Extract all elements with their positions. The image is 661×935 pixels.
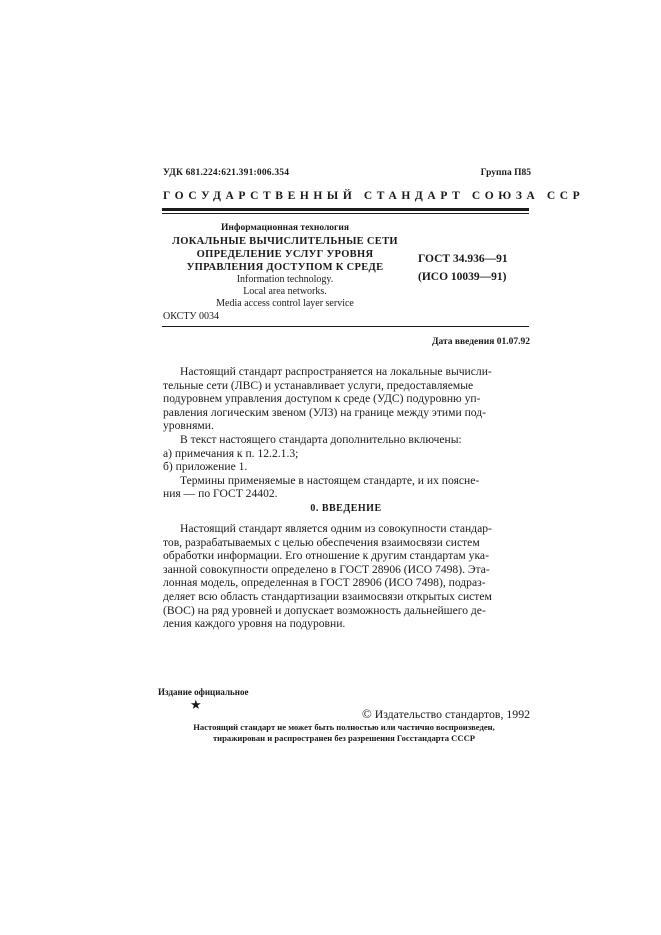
text-line: равления логическим звеном (УЛЗ) на границе между этими под- bbox=[163, 405, 487, 419]
text-line: тельные сети (ЛВС) и устанавливает услуги, предоставляемые bbox=[163, 378, 474, 392]
copyright-icon: © bbox=[361, 706, 372, 721]
text-line: ления каждого уровня на подуровни. bbox=[163, 617, 346, 631]
text-line: (ВОС) на ряд уровней и допускает возможность дальнейшего де- bbox=[163, 603, 486, 617]
english-title-line: Local area networks. bbox=[243, 286, 327, 297]
text-line: лонная модель, определенная в ГОСТ 28906 (ИСО 7498), подраз- bbox=[163, 576, 486, 590]
scope-section bbox=[163, 365, 529, 501]
text-line: обработки информации. Его отношение к другим стандартам ука- bbox=[163, 549, 489, 563]
text-line: подуровнем управления доступом к среде (УДС) подуровню уп- bbox=[163, 392, 481, 406]
reproduction-notice bbox=[158, 722, 530, 744]
separator-rule bbox=[162, 326, 529, 327]
title-line: ЛОКАЛЬНЫЕ ВЫЧИСЛИТЕЛЬНЫЕ СЕТИ bbox=[172, 236, 398, 247]
paragraph bbox=[163, 522, 529, 631]
paragraph: В текст настоящего стандарта дополнительно включены: bbox=[180, 432, 462, 446]
notice-line: Настоящий стандарт не может быть полностью или частично воспроизведен, bbox=[193, 722, 495, 732]
header-rule-thick bbox=[162, 208, 529, 211]
title-line: ОПРЕДЕЛЕНИЕ УСЛУГ УРОВНЯ bbox=[196, 249, 374, 260]
paragraph bbox=[163, 474, 529, 501]
text-line: занной совокупности определено в ГОСТ 28906 (ИСО 7498). Эта- bbox=[163, 562, 490, 576]
introduction-section bbox=[163, 522, 529, 631]
category-label: Информационная технология bbox=[221, 223, 349, 233]
copyright-line bbox=[362, 706, 530, 722]
standard-title: ГОСУДАРСТВЕННЫЙ СТАНДАРТ СОЮЗА ССР bbox=[163, 190, 585, 202]
text-line: деляет всю область стандартизации взаимосвязи открытых систем bbox=[163, 589, 492, 603]
title-line: УПРАВЛЕНИЯ ДОСТУПОМ К СРЕДЕ bbox=[186, 262, 384, 273]
text-line: Термины применяемые в настоящем стандарте, и их поясне- bbox=[180, 473, 480, 487]
text-line: уровнями. bbox=[163, 419, 214, 433]
group-code: Группа П85 bbox=[480, 168, 531, 178]
english-title-line: Information technology. bbox=[236, 274, 334, 285]
section-heading: 0. ВВЕДЕНИЕ bbox=[310, 503, 382, 514]
text-line: Настоящий стандарт является одним из совокупности стандар- bbox=[180, 522, 492, 535]
star-icon: ★ bbox=[190, 697, 202, 712]
list-item: б) приложение 1. bbox=[163, 460, 248, 474]
list-item: а) примечания к п. 12.2.1.3; bbox=[163, 446, 299, 460]
iso-number: (ИСО 10039—91) bbox=[418, 271, 507, 283]
copyright-text: Издательство стандартов, 1992 bbox=[374, 707, 530, 721]
text-line: Настоящий стандарт распространяется на локальные вычисли- bbox=[180, 365, 492, 378]
paragraph bbox=[163, 365, 529, 433]
okstu-code: ОКСТУ 0034 bbox=[163, 311, 220, 322]
edition-label: Издание официальное bbox=[158, 687, 249, 697]
notice-line: тиражирован и распространен без разрешения Госстандарта СССР bbox=[212, 733, 476, 743]
introduction-date: Дата введения 01.07.92 bbox=[431, 337, 530, 347]
text-line: тов, разрабатываемых с целью обеспечения взаимосвязи систем bbox=[163, 535, 480, 549]
header-rule-thin bbox=[162, 213, 529, 214]
english-title-line: Media access control layer service bbox=[216, 298, 354, 309]
text-line: ния — по ГОСТ 24402. bbox=[163, 487, 278, 501]
udk-code: УДК 681.224:621.391:006.354 bbox=[163, 168, 290, 178]
gost-number: ГОСТ 34.936—91 bbox=[418, 253, 508, 265]
document-title-block bbox=[170, 222, 400, 310]
gost-number-block bbox=[418, 250, 530, 286]
